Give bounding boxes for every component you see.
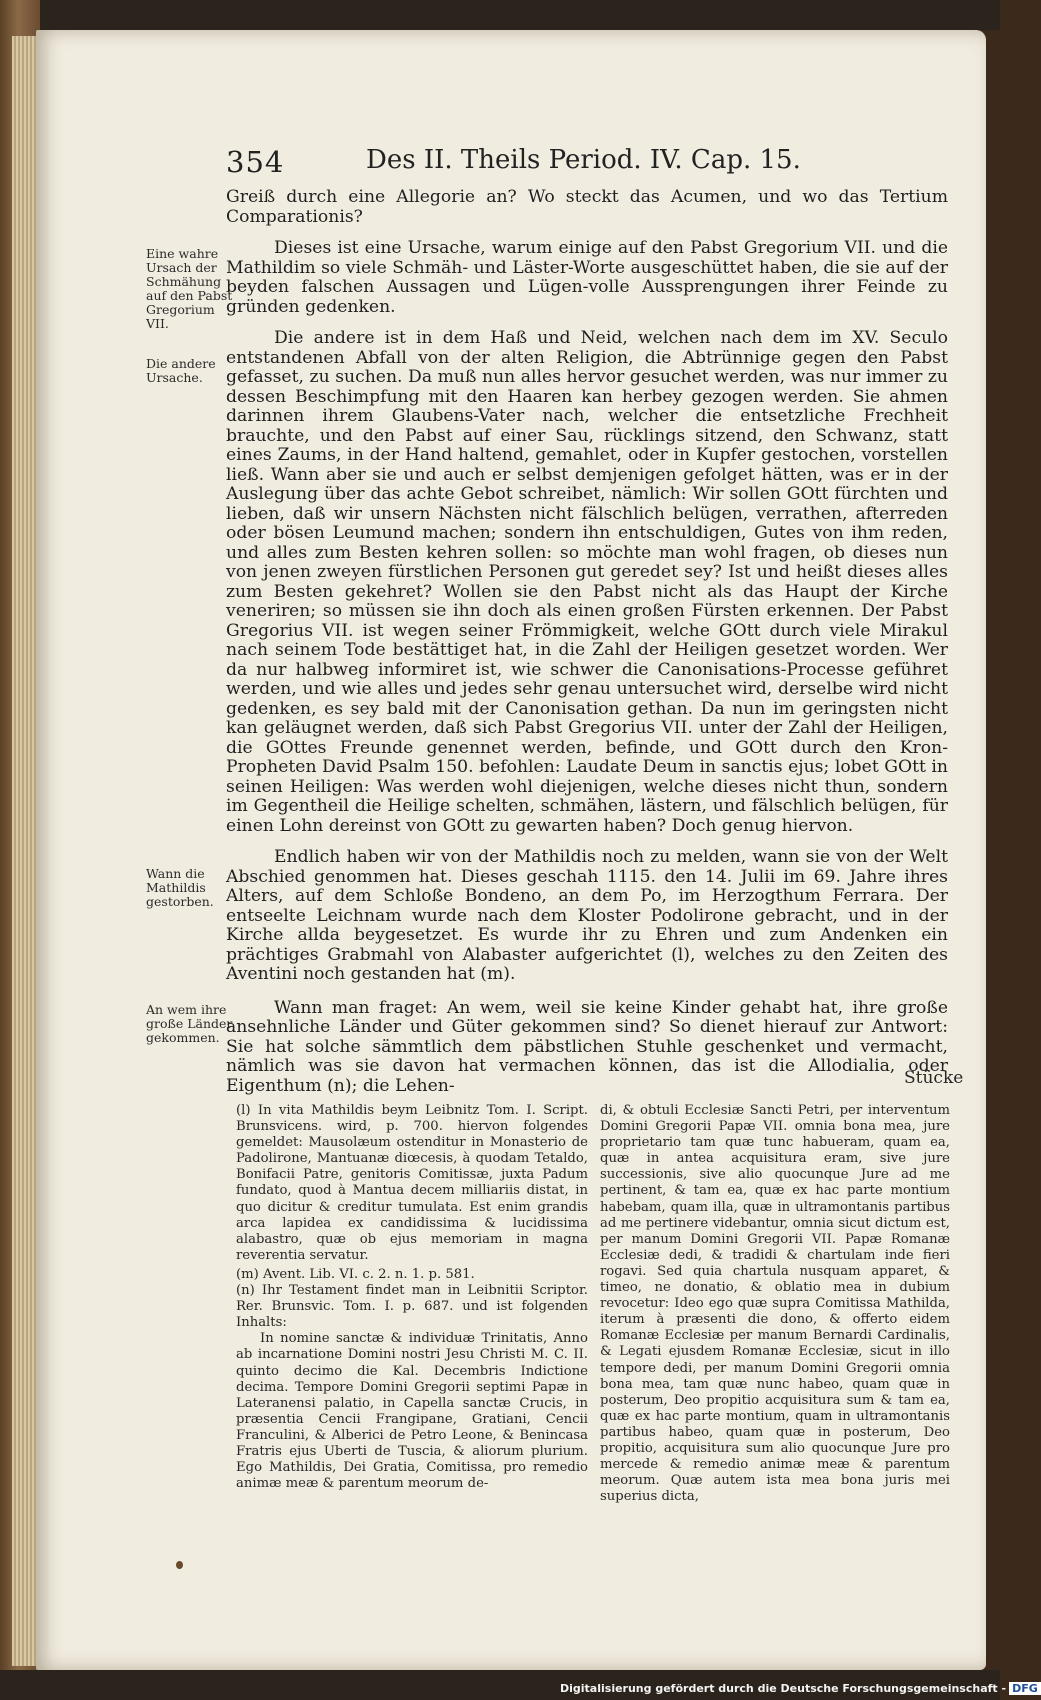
page-number: 354 (226, 145, 285, 179)
top-background (0, 0, 1000, 30)
ink-spot (176, 1561, 183, 1569)
paragraph-0: Greiß durch eine Allegorie an? Wo steckt das Acumen, und wo das Tertium Comparationis? (226, 187, 948, 227)
catchword: Stücke (904, 1068, 964, 1088)
margin-note-3: Wann die Mathildis gestorben. (146, 866, 214, 909)
footnote-n: (n) Ihr Testament findet man in Leibnitii Scriptor. Rer. Brunsvic. Tom. I. p. 687. und ist folgenden Inhalts: (236, 1283, 588, 1331)
margin-note-4: An wem ihre große Länder gekommen. (146, 1002, 233, 1045)
footnotes-right (600, 1103, 950, 1505)
latin-testament-right: di, & obtuli Ecclesiæ Sancti Petri, per interventum Domini Gregorii Papæ VII. omnia bona mea, jure proprietario tam quæ tunc habueram, quam ea, quæ in antea acquisitura eram, sive jure successionis, sive alio quocunque Jure ad me pertinent, & tam ea, quæ ex hac parte montium habebam, quam illa, quæ in ultramontanis partibus ad me pertinere videbantur, omnia sicut dictum est, per manum Domini Gregorii VII. Papæ Romanæ Ecclesiæ dedi, & tradidi & chartulam inde fieri rogavi. Sed quia chartula nusquam apparet, & timeo, ne donatio, & oblatio mea in dubium revocetur: Ideo ego quæ supra Comitissa Mathilda, iterum à præsenti die dono, & offerto eidem Romanæ Ecclesiæ per manum Bernardi Cardinalis, & Legati ejusdem Romanæ Ecclesiæ, sicut in illo tempore dedi, per manum Domini Gregorii omnia bona mea, tam quæ nunc habeo, quam quæ in posterum, Deo propitio acquisitura sum & tam ea, quæ ex hac parte montium, quam in ultramontanis partibus habeo, quam quæ in posterum, Deo propitio, acquisitura sum alio quocunque Jure pro mercede & remedio animæ meæ & parentum meorum. Quæ autem ista mea bona juris mei superius dicta, (600, 1103, 950, 1505)
margin-note-2: Die andere Ursache. (146, 356, 216, 385)
footnotes-left (236, 1103, 588, 1492)
paragraph-2: Die andere ist in dem Haß und Neid, welchen nach dem im XV. Seculo entstandenen Abfall von der alten Religion, die Abtrünnige gegen den Pabst gefasset, zu suchen. Da muß nun alles hervor gesuchet werden, was nur immer zu dessen Beschimpfung mit den Haaren kan herbey gezogen werden. Sie ahmen darinnen ihrem Glaubens-Vater nach, welcher die entsetzliche Frechheit brauchte, und den Pabst auf einer Sau, rücklings sitzend, den Schwanz, statt eines Zaums, in der Hand haltend, gemahlet, oder in Kupfer gestochen, vorstellen ließ. Wann aber sie und auch er selbst demjenigen gefolget hätten, was er in der Auslegung über das achte Gebot schreibet, nämlich: Wir sollen GOtt fürchten und lieben, daß wir unsern Nächsten nicht fälschlich belügen, verrathen, afterreden oder bösen Leumund machen; sondern ihn entschuldigen, Gutes von ihm reden, und alles zum Besten kehren sollen: so möchte man wohl fragen, ob dieses nun von jenen zweyen fürstlichen Personen gut geredet sey? Ist und heißt dieses alles zum Besten gekehret? Wollen sie den Pabst nicht als das Haupt der Kirche veneriren; so müssen sie ihn doch als einen großen Fürsten erkennen. Der Pabst Gregorius VII. ist wegen seiner Frömmigkeit, welche GOtt durch viele Mirakul nach seinem Tode bestättiget hat, in die Zahl der Heiligen gesetzet worden. Wer da nur halbweg informiret ist, wie schwer die Canonisations-Processe geführet werden, und wie alles und jedes sehr genau untersuchet wird, derselbe wird nicht gedenken, es sey bald mit der Canonisation gethan. Da nun im geringsten nicht kan geläugnet werden, daß sich Pabst Gregorius VII. unter der Zahl der Heiligen, die GOttes Freunde genennet werden, befinde, und GOtt durch den Kron-Propheten David Psalm 150. befohlen: Laudate Deum in sanctis ejus; lobet GOtt in seinen Heiligen: Was werden wohl diejenigen, welche dieses nicht thun, sondern im Gegentheil die Heilige schelten, schmähen, lästern, und fälschlich belügen, für einen Lohn dereinst von GOtt zu gewarten haben? Doch genug hiervon. (226, 328, 948, 836)
page-header (226, 145, 946, 185)
credit-text: Digitalisierung gefördert durch die Deutsche Forschungsgemeinschaft - (560, 1682, 1007, 1695)
running-head: Des II. Theils Period. IV. Cap. 15. (366, 145, 801, 175)
margin-note-1: Eine wahre Ursach der Schmähung auf den Pabst Gregorium VII. (146, 246, 233, 331)
digitization-credit (560, 1682, 1041, 1695)
paragraph-4: Wann man fraget: An wem, weil sie keine Kinder gehabt hat, ihre große ansehnliche Länder und Güter gekommen sind? So dienet hierauf zur Antwort: Sie hat solche sämmtlich dem päbstlichen Stuhle geschenket und vermacht, nämlich was sie davon hat vermachen können, das ist die Allodialia, oder Eigenthum (n); die Lehen- (226, 997, 948, 1096)
paragraph-3: Endlich haben wir von der Mathildis noch zu melden, wann sie von der Welt Abschied genommen hat. Dieses geschah 1115. den 14. Julii im 69. Jahre ihres Alters, auf dem Schloße Bondeno, an dem Po, im Herzogthum Ferrara. Der entseelte Leichnam wurde nach dem Kloster Podolirone gebracht, und in der Kirche allda beygesetzet. Es wurde ihr zu Ehren und zum Andenken ein prächtiges Grabmahl von Alabaster aufgerichtet (l), welches zu den Zeiten des Aventini noch gestanden hat (m). (226, 847, 948, 984)
main-text (226, 188, 948, 1096)
footnote-l: (l) In vita Mathildis beym Leibnitz Tom. I. Script. Brunsvicens. wird, p. 700. hiervon folgendes gemeldet: Mausolæum ostenditur in Monasterio de Padolirone, Mantuanæ diœcesis, à quodam Tetaldo, Bonifacii Patre, genitoris Comitissæ, juxta Padum fundato, quod à Mantua decem milliariis distat, in quo dicitur & creditur tumulata. Est enim grandis arca lapidea ex candidissima & lucidissima alabastro, quæ ob ejus memoriam in magna reverentia servatur. (236, 1103, 588, 1263)
dfg-logo: DFG (1009, 1682, 1041, 1695)
latin-testament-left: In nomine sanctæ & individuæ Trinitatis, Anno ab incarnatione Domini nostri Jesu Christi M. C. II. quinto decimo die Kal. Decembris Indictione decima. Tempore Domini Gregorii septimi Papæ in Lateranensi palatio, in Capella sanctæ Crucis, in præsentia Cencii Frangipane, Gratiani, Cencii Franculini, & Alberici de Petro Leone, & Benincasa Fratris ejus Uberti de Tuscia, & aliorum plurium. Ego Mathildis, Dei Gratia, Comitissa, pro remedio animæ meæ & parentum meorum de- (236, 1331, 588, 1492)
paragraph-1: Dieses ist eine Ursache, warum einige auf den Pabst Gregorium VII. und die Mathildim so viele Schmäh- und Läster-Worte ausgeschüttet haben, die sie auf der beyden falschen Aussagen und Lügen-volle Aussprengungen ihrer Feinde zu gründen gedenken. (226, 238, 948, 317)
footnote-m: (m) Avent. Lib. VI. c. 2. n. 1. p. 581. (236, 1266, 475, 1282)
